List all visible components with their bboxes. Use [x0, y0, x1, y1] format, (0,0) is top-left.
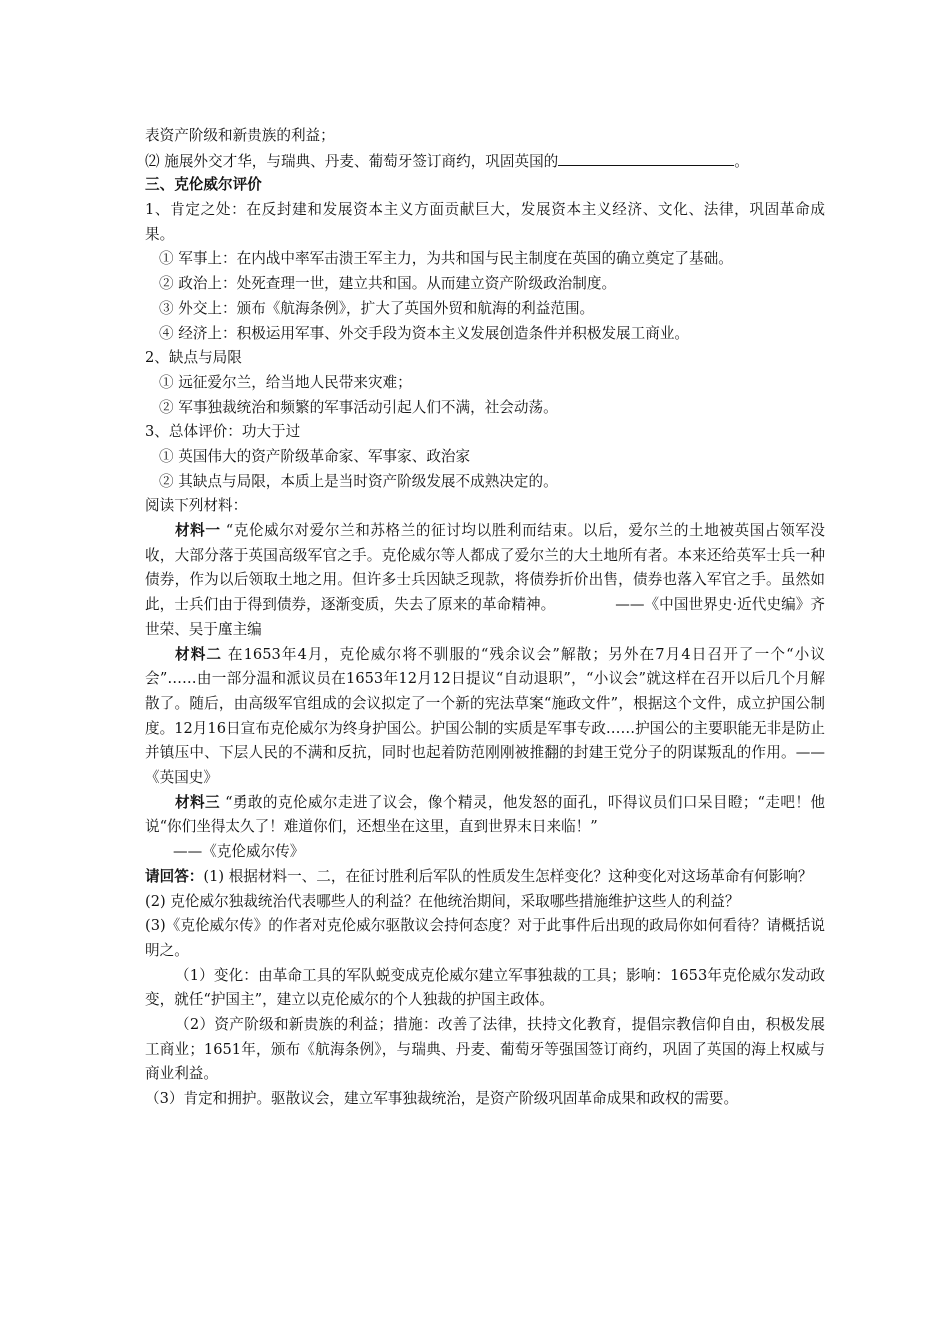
- material-text: “克伦威尔对爱尔兰和苏格兰的征讨均以胜利而结束。以后，爱尔兰的土地被英国占领军没收，大部分落于英国高级军官之手。克伦威尔等人都成了爱尔兰的大土地所有者。本来还给英军士兵一种债券，作为以后领取土地之用。但许多士兵因缺乏现款，将债券折价出售，债券也落入军官之手。虽然如此，士兵们由于得到债券，逐渐变质，失去了原来的革命精神。: [145, 522, 826, 614]
- material-label: 材料二: [175, 645, 223, 663]
- text-line: 表资产阶级和新贵族的利益；: [145, 127, 335, 144]
- question-one: [145, 865, 825, 890]
- material-text: 在1653年4月，克伦威尔将不驯服的“残余议会”解散；另外在7月4日召开了一个“小议会”……由一部分温和派议员在1653年12月12日提议“自动退职”，“小议会”就这样在召开以后几个月解散了。随后，由高级军官组成的会议拟定了一个新的宪法草案“施政文件”，根据这个文件，成立护国公制度。12月16日宣布克伦威尔为终身护国公。护国公制的实质是军事专政……护国公的主要职能无非是防止并镇压中、下层人民的不满和反抗，同时也起着防范刚刚被推翻的封建王党分子的阴谋叛乱的作用。——《英国史》: [145, 645, 825, 787]
- material-label: 材料一: [175, 522, 221, 540]
- material-source: ——《中国世界史·近代史编》齐世荣、吴于廑主编: [145, 596, 825, 638]
- list-item: ② 政治上：处死查理一世，建立共和国。从而建立资产阶级政治制度。: [159, 275, 617, 293]
- paragraph: 2、缺点与局限: [145, 349, 242, 367]
- list-item: ② 军事独裁统治和频繁的军事活动引起人们不满，社会动荡。: [159, 398, 558, 416]
- reading-intro: 阅读下列材料：: [145, 497, 248, 515]
- material-three: [145, 791, 825, 840]
- material-text: “勇敢的克伦威尔走进了议会，像个精灵，他发怒的面孔，吓得议员们口呆目瞪；“走吧！他说“你们坐得太久了！难道你们，还想坐在这里，直到世界末日来临！”: [145, 793, 825, 836]
- question-two: (2) 克伦威尔独裁统治代表哪些人的利益？在他统治期间，采取哪些措施维护这些人的利益？: [145, 892, 740, 910]
- question-three: (3)《克伦威尔传》的作者对克伦威尔驱散议会持何态度？对于此事件后出现的政局你如何看待？请概括说明之。: [145, 917, 825, 959]
- answer-one: （1）变化：由革命工具的军队蜕变成克伦威尔建立军事独裁的工具；影响：1653年克伦威尔发动政变，就任“护国主”，建立以克伦威尔的个人独裁的护国主政体。: [145, 966, 825, 1009]
- material-label: 材料三: [175, 793, 221, 811]
- text-fragment: 。: [734, 152, 749, 170]
- list-item: ① 远征爱尔兰，给当地人民带来灾难；: [159, 373, 412, 391]
- list-item: ① 军事上：在内战中率军击溃王军主力，为共和国与民主制度在英国的确立奠定了基础。: [159, 250, 733, 268]
- section-heading: 三、克伦威尔评价: [145, 176, 262, 194]
- material-two: [145, 643, 825, 791]
- question-label: 请回答：: [145, 867, 204, 885]
- answer-two: （2）资产阶级和新贵族的利益；措施：改善了法律，扶持文化教育，提倡宗教信仰自由，积极发展工商业；1651年，颁布《航海条例》，与瑞典、丹麦、葡萄牙等强国签订商约，巩固了英国的海上权威与商业利益。: [145, 1016, 825, 1083]
- paragraph: 3、总体评价：功大于过: [145, 423, 301, 441]
- text-fragment: ⑵ 施展外交才华，与瑞典、丹麦、葡萄牙签订商约，巩固英国的: [145, 152, 559, 170]
- list-item: ③ 外交上：颁布《航海条例》，扩大了英国外贸和航海的利益范围。: [159, 299, 595, 317]
- paragraph: 1、肯定之处：在反封建和发展资本主义方面贡献巨大，发展资本主义经济、文化、法律，巩固革命成果。: [145, 201, 825, 243]
- material-source: ——《克伦威尔传》: [173, 843, 305, 861]
- fill-in-line: [145, 149, 825, 174]
- question-text: (1) 根据材料一、二，在征讨胜利后军队的性质发生怎样变化？这种变化对这场革命有何影响？: [203, 867, 813, 885]
- document-page: [145, 124, 825, 1112]
- list-item: ④ 经济上：积极运用军事、外交手段为资本主义发展创造条件并积极发展工商业。: [159, 324, 690, 342]
- list-item: ① 英国伟大的资产阶级革命家、军事家、政治家: [159, 447, 471, 465]
- answer-three: （3）肯定和拥护。驱散议会，建立军事独裁统治，是资产阶级巩固革命成果和政权的需要。: [145, 1090, 739, 1108]
- material-one: [145, 519, 825, 643]
- answer-blank: [558, 149, 734, 166]
- list-item: ② 其缺点与局限，本质上是当时资产阶级发展不成熟决定的。: [159, 472, 558, 490]
